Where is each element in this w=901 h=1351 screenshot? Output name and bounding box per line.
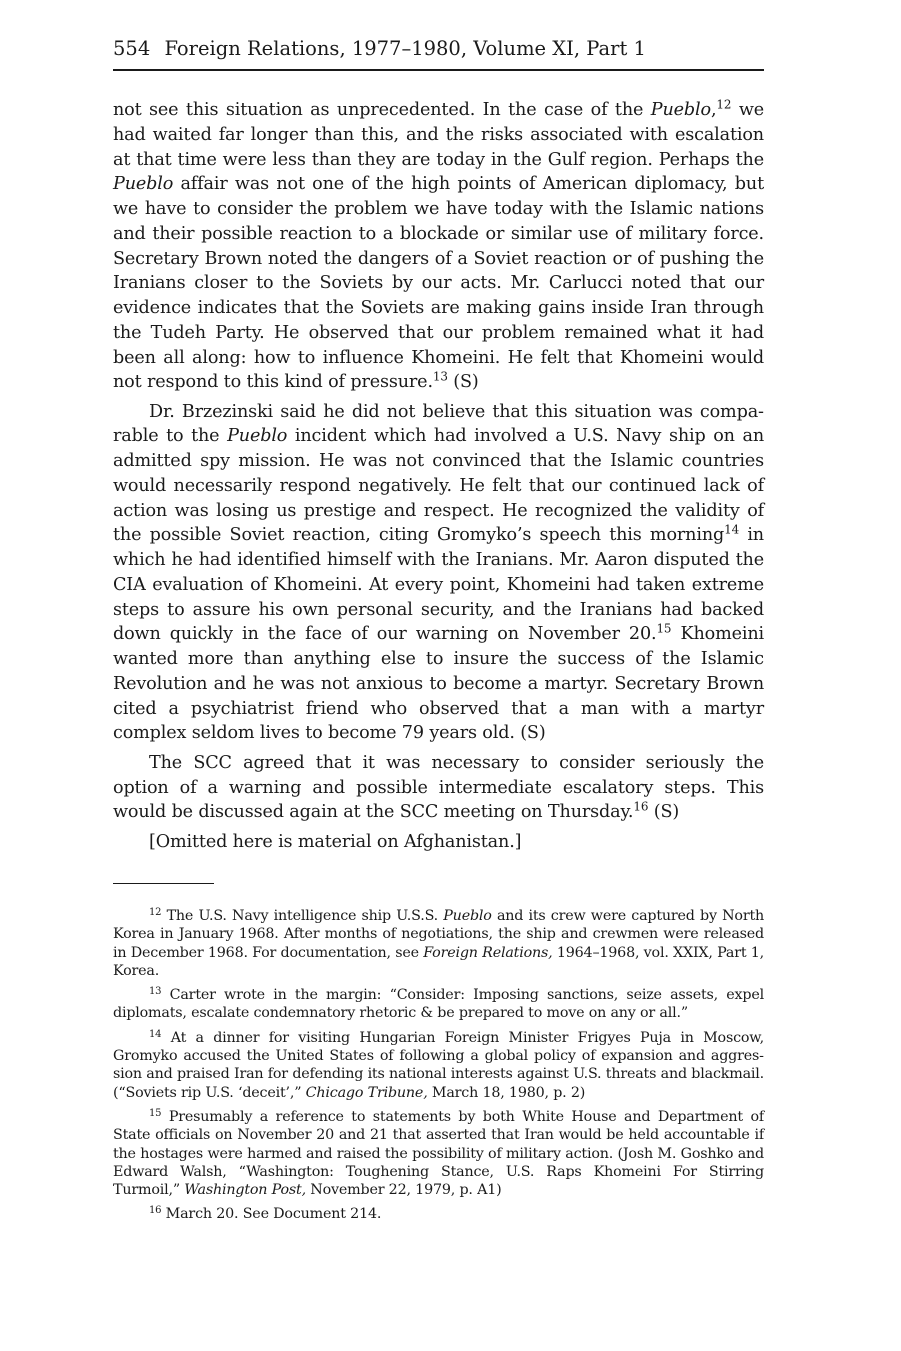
running-header bbox=[113, 36, 764, 62]
paragraph-3: The SCC agreed that it was necessary to consider seriously the option of a warning and possible intermediate escalatory steps. This would be discussed again at the SCC meeting on Thursday.$^{16}$ (S) bbox=[113, 752, 764, 823]
footnotes bbox=[113, 907, 764, 1230]
editorial-note: [Omitted here is material on Afghanistan.] bbox=[149, 831, 522, 852]
footnote-separator bbox=[113, 883, 214, 884]
footnote-ref-16[interactable]: 16 bbox=[633, 799, 649, 814]
footnote-ref-12[interactable]: 12 bbox=[716, 97, 732, 112]
footnote-12: $^{12}$ The U.S. Navy intelligence ship U.S.S. Pueblo and its crew were captured by North Korea in January 1968. After months of negotiations, the ship and crewmen were released in December 1968. For documentation, see Foreign Relations, 1964–1968, vol. XXIX, Part 1, Korea. bbox=[113, 907, 765, 979]
running-title: Foreign Relations, 1977–1980, Volume XI, Part 1 bbox=[164, 37, 646, 60]
footnote-16: $^{16}$ March 20. See Document 214. bbox=[149, 1205, 382, 1223]
header-rule bbox=[113, 69, 764, 71]
footnote-ref-15[interactable]: 15 bbox=[656, 621, 672, 636]
footnote-13: $^{13}$ Carter wrote in the margin: “Consider: Imposing sanctions, seize assets, expel diplomats, escalate condemnatory rhetoric & be prepared to move on any or all.” bbox=[113, 986, 764, 1022]
paragraph-2: Dr. Brzezinski said he did not believe that this situation was comparable to the Pueblo incident which had involved a U.S. Navy ship on an admitted spy mission. He was not convinced that the Islamic countries would necessarily respond negatively. He felt that our continued lack of action was losing us prestige and respect. He recognized the validity of the possible Soviet reaction, citing Gromyko’s speech this morning$^{14}$ in which he had identified himself with the Iranians. Mr. Aaron disputed the CIA evaluation of Khomeini. At every point, Khomeini had taken extreme steps to assure his own personal security, and the Iranians had backed down quickly in the face of our warning on November 20.15 Khomeini wanted more than anything else to insure the success of the Islamic Revolution and he was not anxious to become a martyr. Secretary Brown cited a psychiatrist friend who observed that a man with a martyr complex seldom lives to become 79 years old. (S) bbox=[113, 401, 765, 744]
body-text bbox=[113, 98, 764, 859]
footnote-14: $^{14}$ At a dinner for visiting Hungarian Foreign Minister Frigyes Puja in Moscow, Gromyko accused the United States of following a global policy of expansion and aggression and praised Iran for defending its national interests against U.S. threats and blackmail. (“Soviets rip U.S. ‘deceit’,” Chicago Tribune, March 18, 1980, p. 2) bbox=[113, 1028, 764, 1101]
footnote-15: $^{15}$ Presumably a reference to statements by both White House and Department of State officials on November 20 and 21 that asserted that Iran would be held accountable if the hostages were harmed and raised the possibility of military action. (Josh M. Goshko and Edward Walsh, “Washington: Toughening Stance, U.S. Raps Khomeini For Stirring Turmoil,” Washington Post, November 22, 1979, p. A1) bbox=[113, 1107, 764, 1199]
page-number: 554 bbox=[113, 37, 151, 60]
footnote-ref-13[interactable]: 13 bbox=[432, 369, 448, 384]
paragraph-1: not see this situation as unprecedented. In the case of the Pueblo,$^{12}$ we had waited far longer than this, and the risks associated with escalation at that time were less than they are today in the Gulf region. Perhaps the Pueblo affair was not one of the high points of American diplomacy, but we have to consider the problem we have today with the Islamic nations and their possible reaction to a blockade or similar use of military force. Secretary Brown noted the dangers of a Soviet reaction or of pushing the Iranians closer to the Soviets by our acts. Mr. Carlucci noted that our evidence indicates that the Soviets are making gains inside Iran through the Tudeh Party. He observed that our problem remained what it had been all along: how to influence Khomeini. He felt that Khomeini would not respond to this kind of pressure.$^{13}$ (S) bbox=[113, 97, 764, 393]
footnote-ref-14[interactable]: 14 bbox=[724, 522, 740, 537]
